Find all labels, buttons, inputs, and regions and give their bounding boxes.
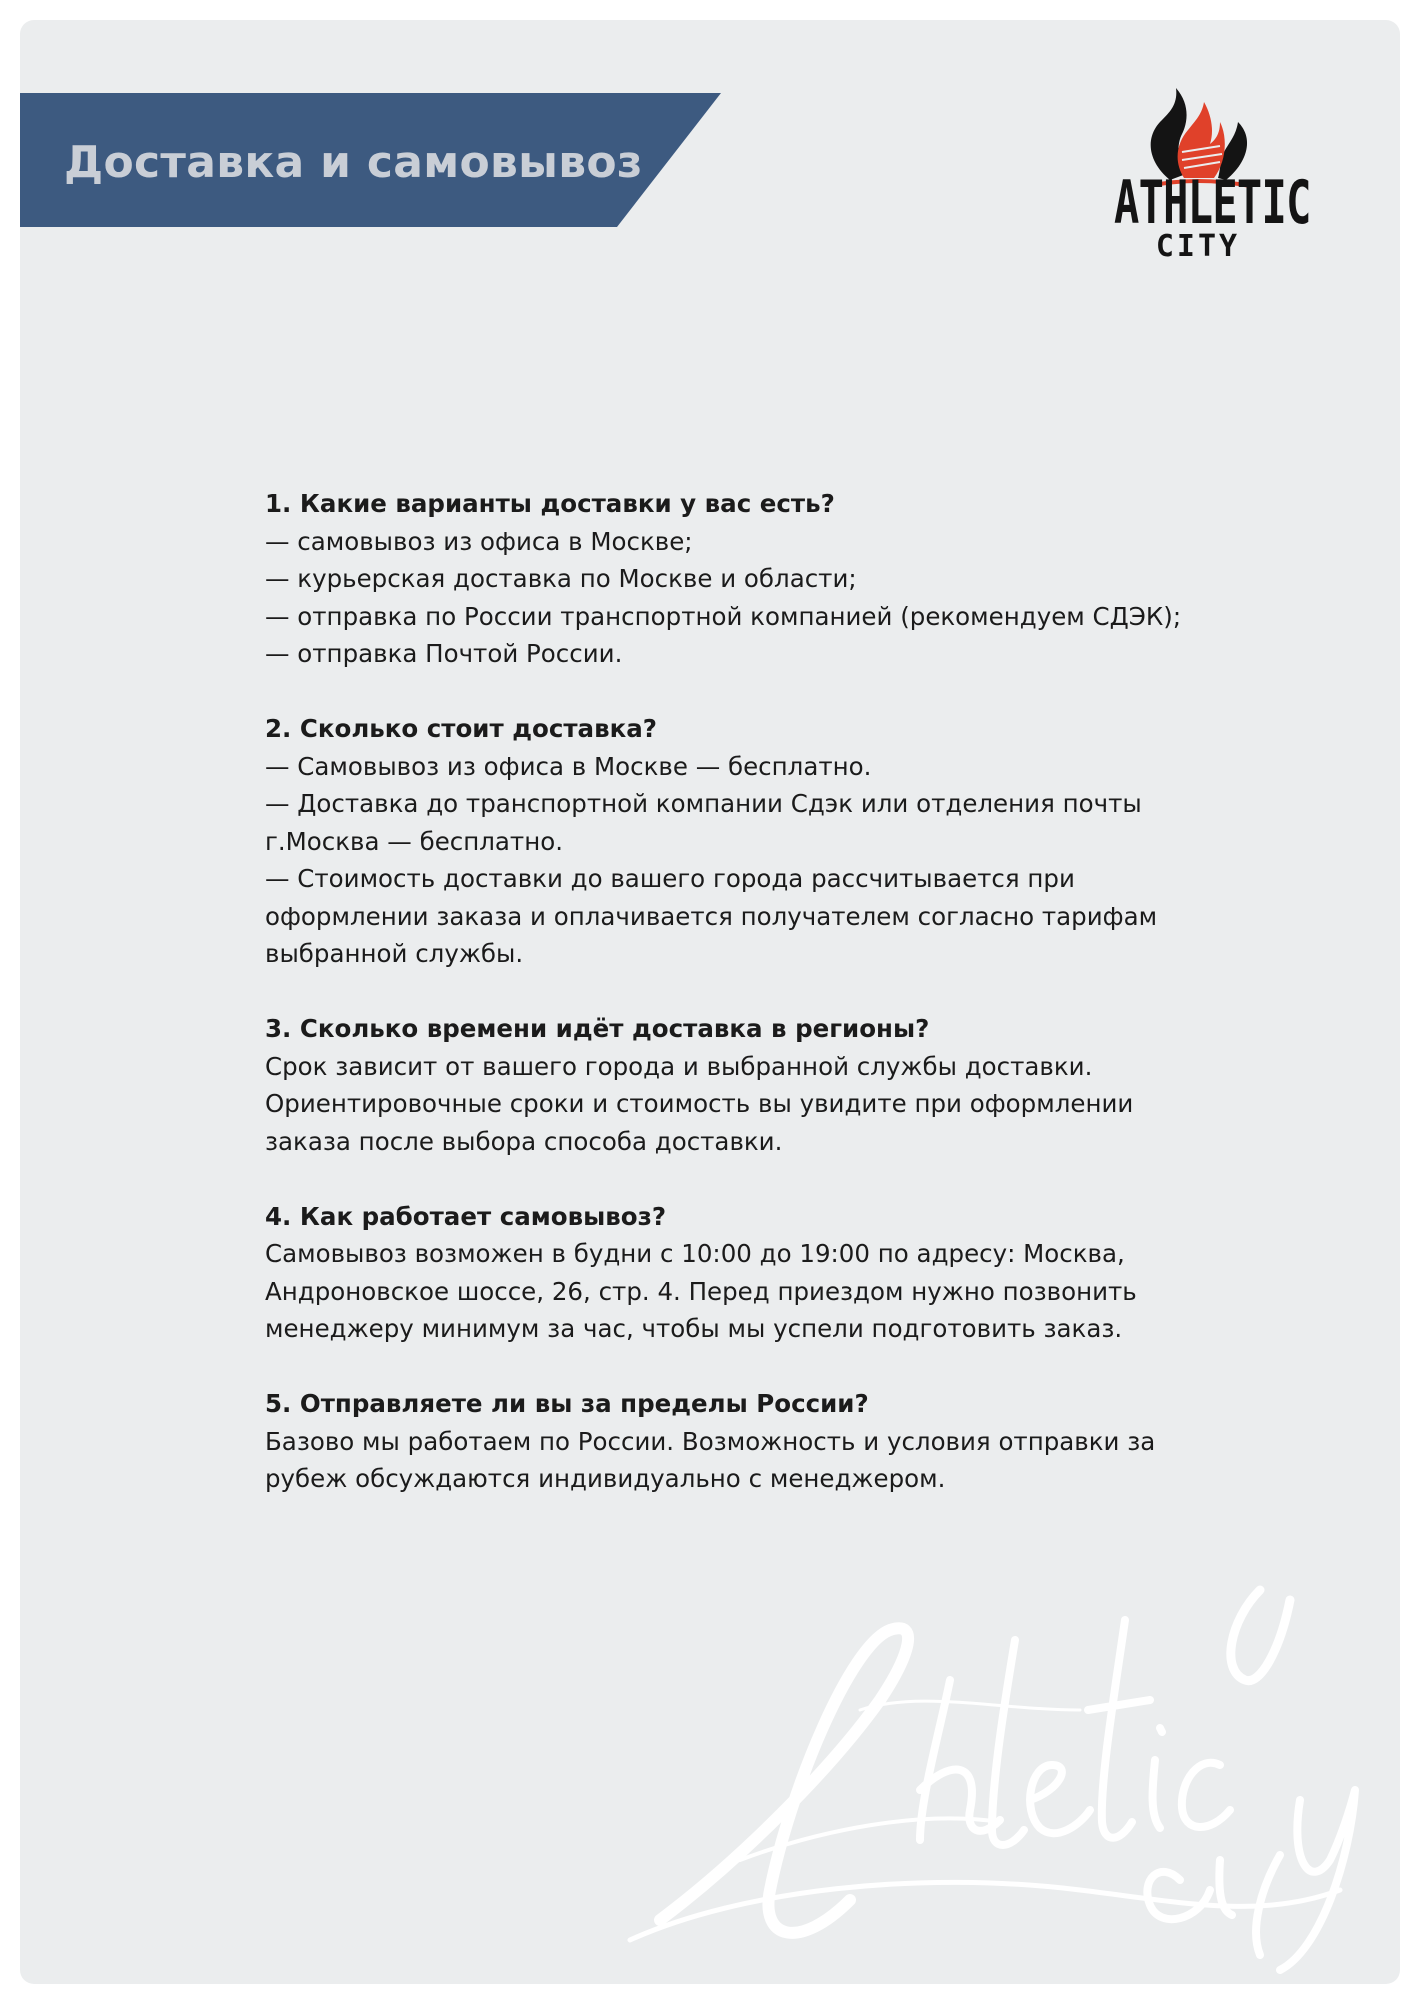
faq-line: Андроновское шоссе, 26, стр. 4. Перед приездом нужно позвонить [265,1276,1137,1306]
faq-item-1 [265,485,1182,673]
faq-line: рубеж обсуждаются индивидуально с менеджером. [265,1464,946,1493]
faq-line: выбранной службы. [265,939,524,968]
faq-line: — курьерская доставка по Москве и области; [265,564,857,593]
faq-line: — Самовывоз из офиса в Москве — бесплатно. [265,751,872,781]
page-title: Доставка и самовывоз [64,137,643,188]
faq-line: Базово мы работаем по России. Возможность и условия отправки за [265,1426,1156,1456]
faq-line: — Стоимость доставки до вашего города рассчитывается при [265,864,1075,893]
logo-subtitle: CITY [1155,229,1241,264]
faq-item-2 [265,710,1165,973]
faq-item-4 [265,1198,1165,1348]
faq-line: менеджеру минимум за час, чтобы мы успели подготовить заказ. [265,1314,1123,1343]
faq-line: оформлении заказа и оплачивается получателем согласно тарифам [265,901,1158,931]
faq-line: Самовывоз возможен в будни с 10:00 до 19:00 по адресу: Москва, [265,1239,1125,1268]
faq-line: — отправка Почтой России. [265,639,623,668]
faq-content [265,485,1182,1535]
page-sheet [20,20,1400,1984]
faq-item-5 [265,1385,1165,1498]
faq-line: — отправка по России транспортной компанией (рекомендуем СДЭК); [265,601,1182,631]
logo-wordmark: ATHLETIC [1114,168,1311,238]
faq-line: — Доставка до транспортной компании Сдэк или отделения почты [265,789,1142,818]
faq-line: — самовывоз из офиса в Москве; [265,526,693,556]
faq-line: Ориентировочные сроки и стоимость вы увидите при оформлении [265,1089,1134,1118]
watermark-script [620,1560,1400,1980]
faq-question: 4. Как работает самовывоз? [265,1201,667,1231]
faq-question: 3. Сколько времени идёт доставка в регионы? [265,1014,930,1043]
faq-item-3 [265,1010,1165,1160]
faq-line: Срок зависит от вашего города и выбранной службы доставки. [265,1051,1093,1081]
faq-question: 5. Отправляете ли вы за пределы России? [265,1389,869,1418]
faq-line: г.Москва — бесплатно. [265,826,563,856]
faq-line: заказа после выбора способа доставки. [265,1126,783,1156]
faq-question: 2. Сколько стоит доставка? [265,714,657,743]
title-banner [20,93,721,227]
faq-question: 1. Какие варианты доставки у вас есть? [265,489,835,518]
athletic-city-logo [1078,82,1338,272]
